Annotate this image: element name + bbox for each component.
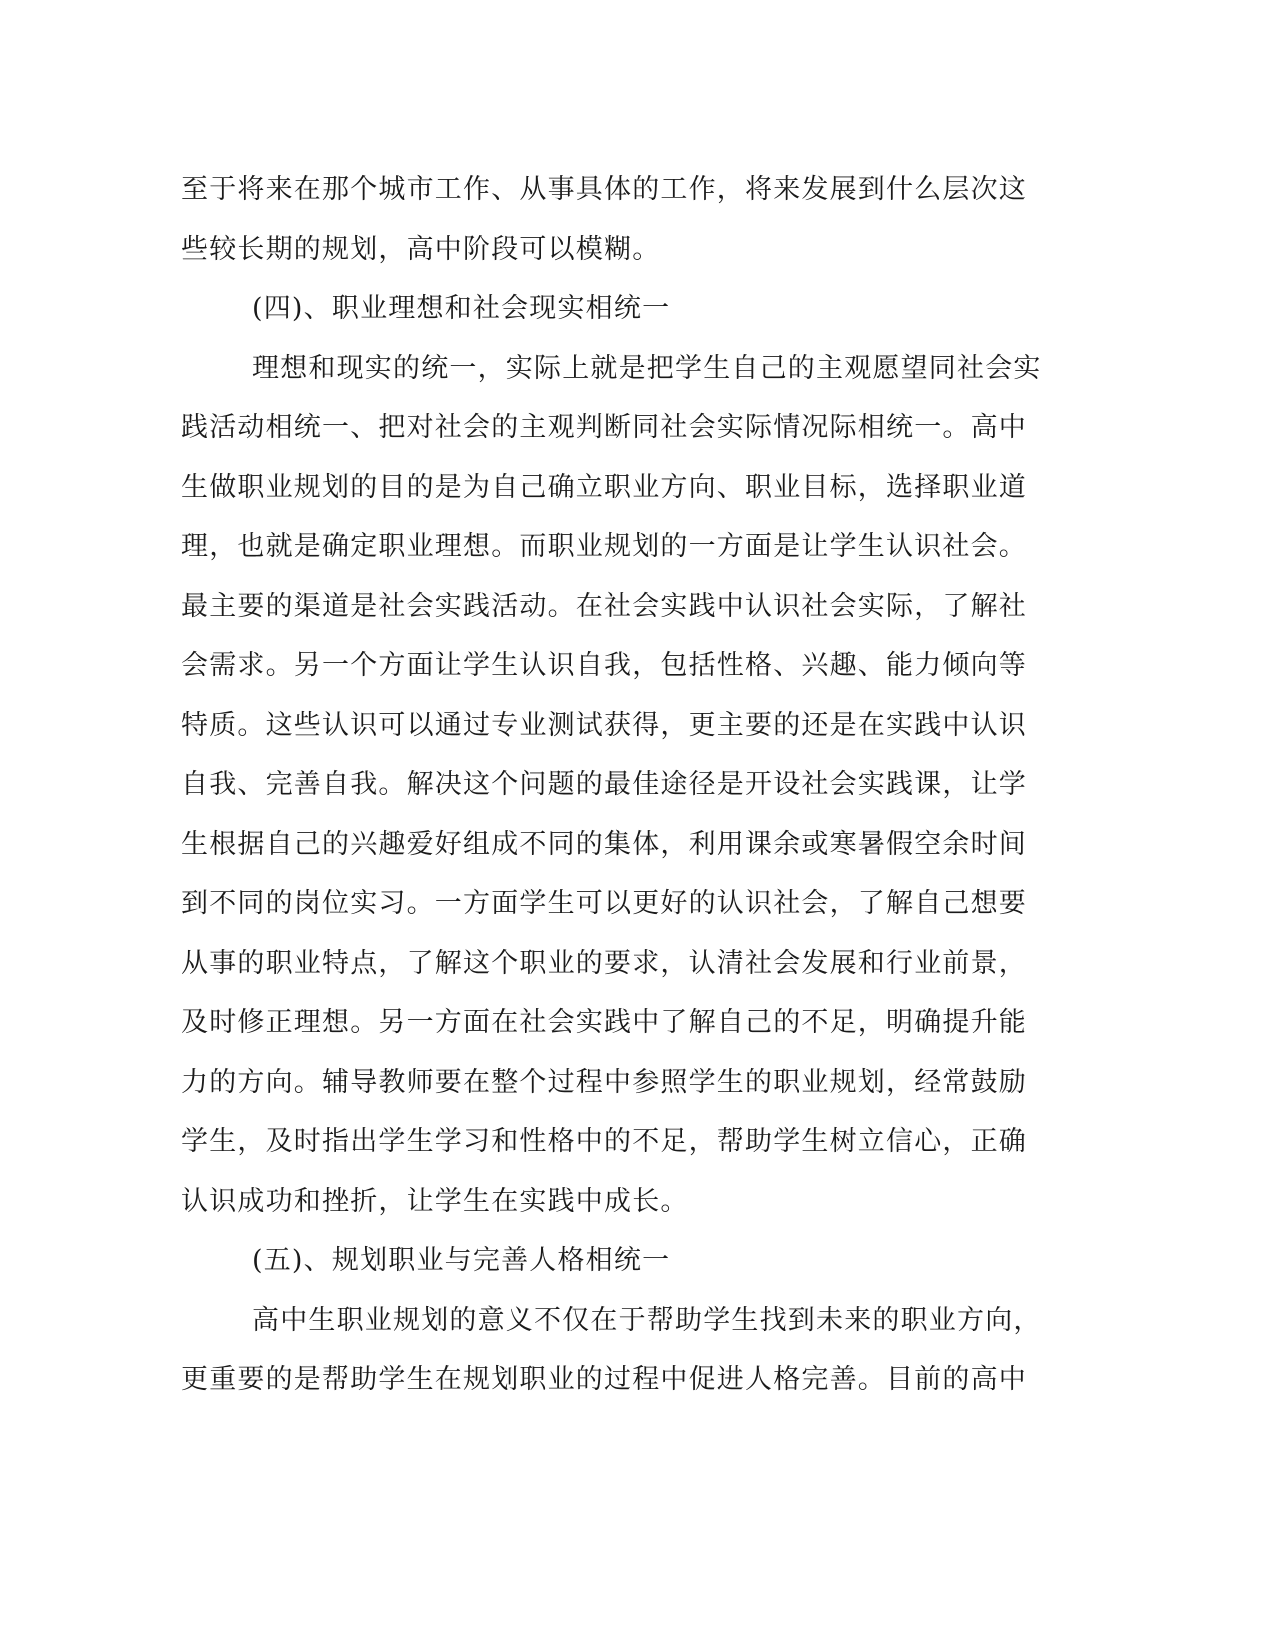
text-line: 更重要的是帮助学生在规划职业的过程中促进人格完善。目前的高中 (181, 1364, 1027, 1395)
text-line: 学生，及时指出学生学习和性格中的不足，帮助学生树立信心，正确 (181, 1126, 1027, 1157)
text-line: 最主要的渠道是社会实践活动。在社会实践中认识社会实际，了解社 (181, 590, 1027, 622)
text-line: 从事的职业特点，了解这个职业的要求，认清社会发展和行业前景， (181, 947, 1027, 979)
text-line: 及时修正理想。另一方面在社会实践中了解自己的不足，明确提升能 (181, 1007, 1027, 1038)
text-line: 特质。这些认识可以通过专业测试获得，更主要的还是在实践中认识 (181, 709, 1027, 741)
text-line: 些较长期的规划，高中阶段可以模糊。 (181, 233, 661, 265)
text-line: 践活动相统一、把对社会的主观判断同社会实际情况际相统一。高中 (181, 412, 1027, 443)
text-line: 到不同的岗位实习。一方面学生可以更好的认识社会，了解自己想要 (181, 888, 1027, 919)
text-line: 会需求。另一个方面让学生认识自我，包括性格、兴趣、能力倾向等 (181, 650, 1027, 681)
body-text (181, 160, 1051, 1410)
section-heading-5: (五)、规划职业与完善人格相统一 (252, 1245, 671, 1276)
text-line: 认识成功和挫折，让学生在实践中成长。 (181, 1185, 689, 1217)
text-line: 生根据自己的兴趣爱好组成不同的集体，利用课余或寒暑假空余时间 (181, 828, 1027, 860)
text-line: 理，也就是确定职业理想。而职业规划的一方面是让学生认识社会。 (181, 531, 1027, 562)
text-line: 力的方向。辅导教师要在整个过程中参照学生的职业规划，经常鼓励 (181, 1066, 1027, 1098)
text-line: 自我、完善自我。解决这个问题的最佳途径是开设社会实践课，让学 (181, 769, 1027, 800)
text-line: 高中生职业规划的意义不仅在于帮助学生找到未来的职业方向， (252, 1304, 1042, 1336)
text-line: 生做职业规划的目的是为自己确立职业方向、职业目标，选择职业道 (181, 471, 1027, 503)
text-line: 至于将来在那个城市工作、从事具体的工作，将来发展到什么层次这 (181, 174, 1027, 205)
text-line: 理想和现实的统一，实际上就是把学生自己的主观愿望同社会实 (252, 352, 1042, 384)
section-heading-4: (四)、职业理想和社会现实相统一 (252, 293, 671, 324)
